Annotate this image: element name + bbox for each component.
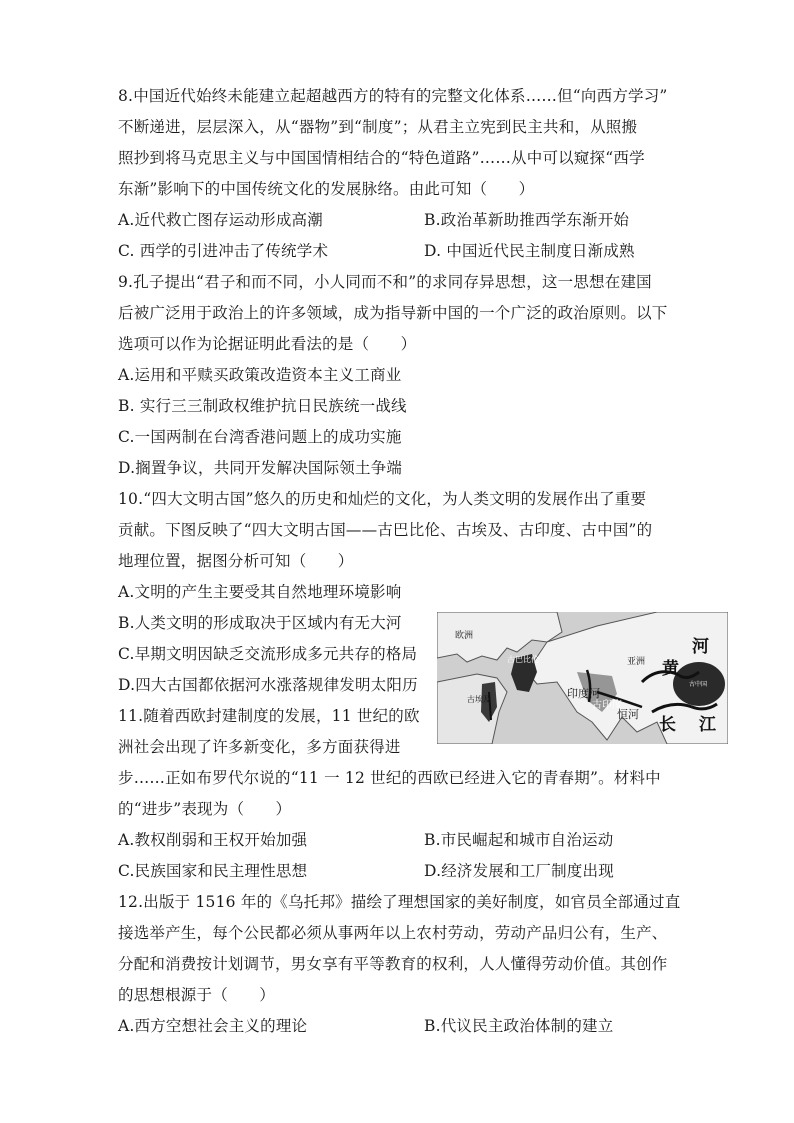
map-label-yangtze-2: 江 xyxy=(699,715,716,735)
q8-option-a: A.近代救亡图存运动形成高潮 xyxy=(118,211,323,229)
map-label-indus: 印度河 xyxy=(567,687,600,700)
q12-option-a: A.西方空想社会主义的理论 xyxy=(118,1017,308,1035)
q11-stem-line-1: 11.随着西欧封建制度的发展，11 世纪的欧 xyxy=(118,707,420,725)
q8-stem-line-3: 照抄到将马克思主义与中国国情相结合的“特色道路”……从中可以窥探“西学 xyxy=(118,149,645,167)
q8-stem-line-2: 不断递进，层层深入，从“器物”到“制度”；从君主立宪到民主共和，从照搬 xyxy=(118,118,638,136)
q11-stem-line-4: 的“进步”表现为（ ） xyxy=(118,800,292,818)
q10-stem-line-1: 10.“四大文明古国”悠久的历史和灿烂的文化，为人类文明的发展作出了重要 xyxy=(118,490,647,508)
q11-option-a: A.教权削弱和王权开始加强 xyxy=(118,831,308,849)
map-label-ancient-india: 古印度 xyxy=(592,700,622,711)
q11-stem-line-2: 洲社会出现了许多新变化，多方面获得进 xyxy=(118,738,401,756)
q8-stem-line-1: 8.中国近代始终未能建立起超越西方的特有的完整文化体系……但“向西方学习” xyxy=(118,87,668,105)
q10-option-b: B.人类文明的形成取决于区域内有无大河 xyxy=(118,614,402,632)
q9-option-b: B. 实行三三制政权维护抗日民族统一战线 xyxy=(118,397,407,415)
q10-option-c: C.早期文明因缺乏交流形成多元共存的格局 xyxy=(118,645,418,663)
q10-option-d: D.四大古国都依据河水涨落规律发明太阳历 xyxy=(118,676,418,694)
q9-stem-line-3: 选项可以作为论据证明此看法的是（ ） xyxy=(118,335,417,353)
map-drawing xyxy=(437,612,728,744)
map-label-egypt: 古埃及 xyxy=(467,695,491,704)
q11-option-d: D.经济发展和工厂制度出现 xyxy=(424,862,614,880)
q9-option-a: A.运用和平赎买政策改造资本主义工商业 xyxy=(118,366,402,384)
q12-stem-line-2: 接选举产生，每个公民都必须从事两年以上农村劳动，劳动产品归公有，生产、 xyxy=(118,924,668,942)
map-label-babylon: 古巴比伦 xyxy=(507,655,539,664)
q11-option-c: C.民族国家和民主理性思想 xyxy=(118,862,308,880)
q8-option-c: C. 西学的引进冲击了传统学术 xyxy=(118,242,329,260)
q12-stem-line-4: 的思想根源于（ ） xyxy=(118,986,276,1004)
q8-stem-line-4: 东渐”影响下的中国传统文化的发展脉络。由此可知（ ） xyxy=(118,180,535,198)
q10-stem-line-2: 贡献。下图反映了“四大文明古国——古巴比伦、古埃及、古印度、古中国”的 xyxy=(118,521,653,539)
q11-stem-line-3: 步……正如布罗代尔说的“11 一 12 世纪的西欧已经进入它的青春期”。材料中 xyxy=(118,769,661,787)
q9-option-c: C.一国两制在台湾香港问题上的成功实施 xyxy=(118,428,402,446)
map-label-yangtze-1: 长 xyxy=(659,715,676,735)
q12-stem-line-3: 分配和消费按计划调节，男女享有平等教育的权利，人人懂得劳动价值。其创作 xyxy=(118,955,668,973)
q10-stem-line-3: 地理位置，据图分析可知（ ） xyxy=(118,552,354,570)
map-label-asia: 亚洲 xyxy=(627,657,646,667)
q8-option-d: D. 中国近代民主制度日渐成熟 xyxy=(424,242,635,260)
map-label-ganges: 恒河 xyxy=(617,708,639,721)
q9-option-d: D.搁置争议，共同开发解决国际领土争端 xyxy=(118,459,403,477)
map-label-yellow-2: 河 xyxy=(692,637,709,657)
q12-option-b: B.代议民主政治体制的建立 xyxy=(424,1017,614,1035)
q9-stem-line-2: 后被广泛用于政治上的许多领域，成为指导新中国的一个广泛的政治原则。以下 xyxy=(118,304,668,322)
map-label-china: 古中国 xyxy=(689,681,708,688)
q10-option-a: A.文明的产生主要受其自然地理环境影响 xyxy=(118,583,402,601)
q11-option-b: B.市民崛起和城市自治运动 xyxy=(424,831,614,849)
q8-option-b: B.政治革新助推西学东渐开始 xyxy=(424,211,630,229)
q12-stem-line-1: 12.出版于 1516 年的《乌托邦》描绘了理想国家的美好制度，如官员全部通过直 xyxy=(118,893,681,911)
map-label-yellow-1: 黄 xyxy=(662,659,679,679)
q9-stem-line-1: 9.孔子提出“君子和而不同，小人同而不和”的求同存异思想，这一思想在建国 xyxy=(118,273,652,291)
map-label-europe: 欧洲 xyxy=(455,631,474,641)
civilizations-map xyxy=(437,612,728,744)
